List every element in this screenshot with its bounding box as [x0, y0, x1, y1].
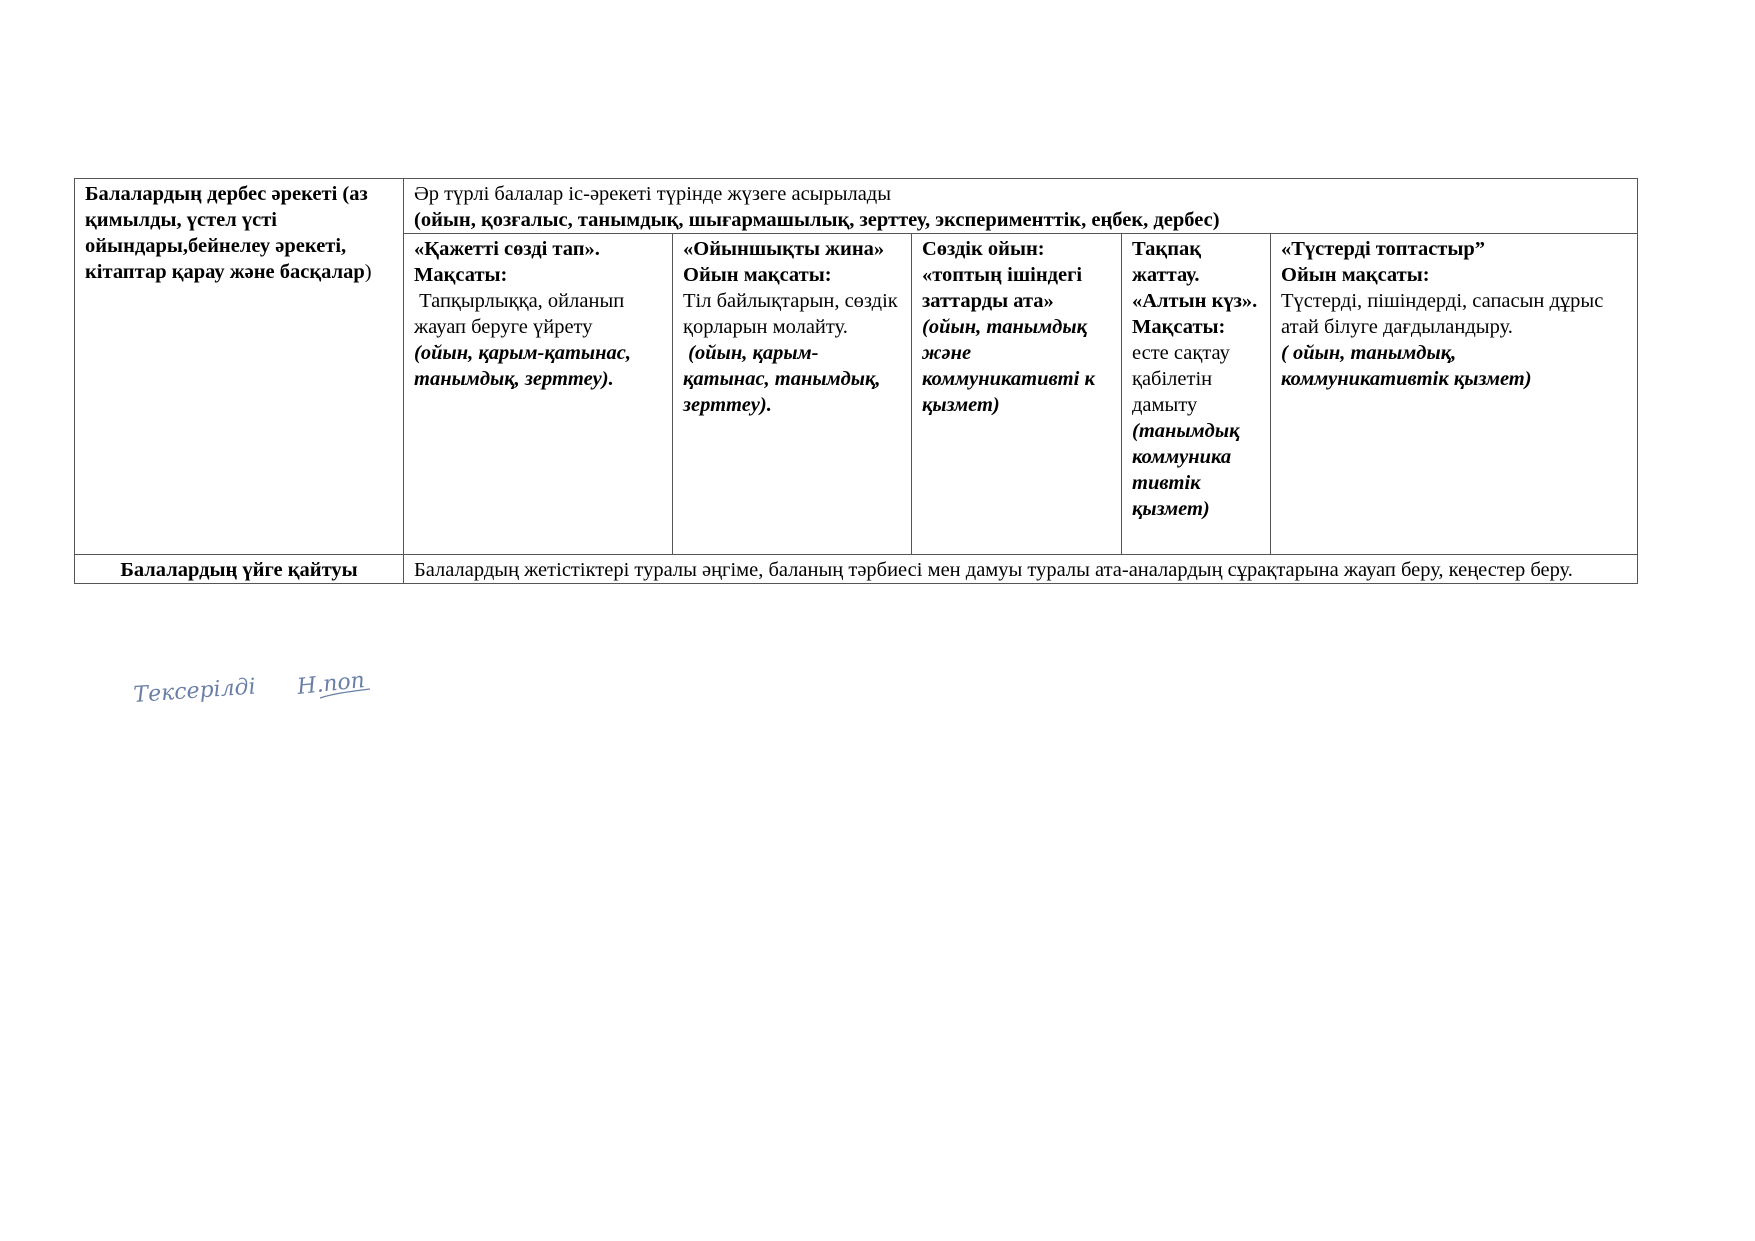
plan-table: [74, 178, 1638, 584]
game-title: Тақпақ жаттау. «Алтын күз».: [1132, 238, 1258, 312]
game-goal-label: Ойын мақсаты:: [683, 264, 832, 286]
game-activity: ( ойын, танымдық, коммуникативтік қызмет): [1281, 342, 1532, 390]
game-activity: (ойын, қарым-қатынас, танымдық, зерттеу).: [683, 342, 886, 416]
row-label-independent-activity: [75, 179, 404, 555]
row-label-bold: Балалардың дербес әрекеті (аз қимылды, үстел үсті ойындары,бейнелеу әрекеті, кітаптар қарау және басқалар: [85, 183, 368, 283]
table-row: [75, 179, 1638, 234]
game-title: «Түстерді топтастыр”: [1281, 238, 1486, 260]
game-title: «Қажетті сөзді тап».: [414, 238, 600, 260]
game-cell-3: [912, 234, 1122, 555]
game-goal-text: Тапқырлыққа, ойланып жауап беруге үйрету: [414, 290, 630, 338]
game-activity: (танымдық коммуника тивтік қызмет): [1132, 420, 1240, 520]
game-title: «Ойыншықты жина»: [683, 238, 885, 260]
activity-header-line1: Әр түрлі балалар іс-әрекеті түрінде жүзеге асырылады: [414, 183, 892, 205]
activity-header-cell: [404, 179, 1638, 234]
game-goal-label: Ойын мақсаты:: [1281, 264, 1430, 286]
signature-text: Тексерілді: [132, 674, 257, 708]
game-activity: (ойын, танымдық және коммуникативтi к қызмет): [922, 316, 1095, 416]
row-label-end: ): [364, 261, 372, 283]
game-cell-2: [673, 234, 912, 555]
table-row: [75, 555, 1638, 584]
game-cell-5: [1271, 234, 1638, 555]
game-cell-1: [404, 234, 673, 555]
game-goal-label: Мақсаты:: [1132, 316, 1226, 338]
handwritten-signature: [130, 660, 390, 720]
signature-initials: Н.поп: [296, 668, 367, 700]
game-goal-text: Тіл байлықтарын, сөздік қорларын молайту.: [683, 290, 898, 338]
game-goal-text: есте сақтау қабілетін дамыту: [1132, 342, 1230, 416]
activity-header-line2: (ойын, қозғалыс, танымдық, шығармашылық, зерттеу, эксперименттік, еңбек, дербес): [414, 209, 1220, 231]
game-cell-4: [1122, 234, 1271, 555]
game-title: Сөздік ойын: «топтың ішіндегі заттарды ата»: [922, 238, 1083, 312]
going-home-text: Балалардың жетістіктері туралы әңгіме, баланың тәрбиесі мен дамуы туралы ата-аналардың сұрақтарына жауап беру, кеңестер беру.: [404, 555, 1638, 584]
row-label-going-home: Балалардың үйге қайтуы: [75, 555, 404, 584]
game-goal-label: Мақсаты:: [414, 264, 508, 286]
game-activity: (ойын, қарым-қатынас, танымдық, зерттеу).: [414, 342, 631, 390]
game-goal-text: Түстерді, пішіндерді, сапасын дұрыс атай білуге дағдыландыру.: [1281, 290, 1604, 338]
